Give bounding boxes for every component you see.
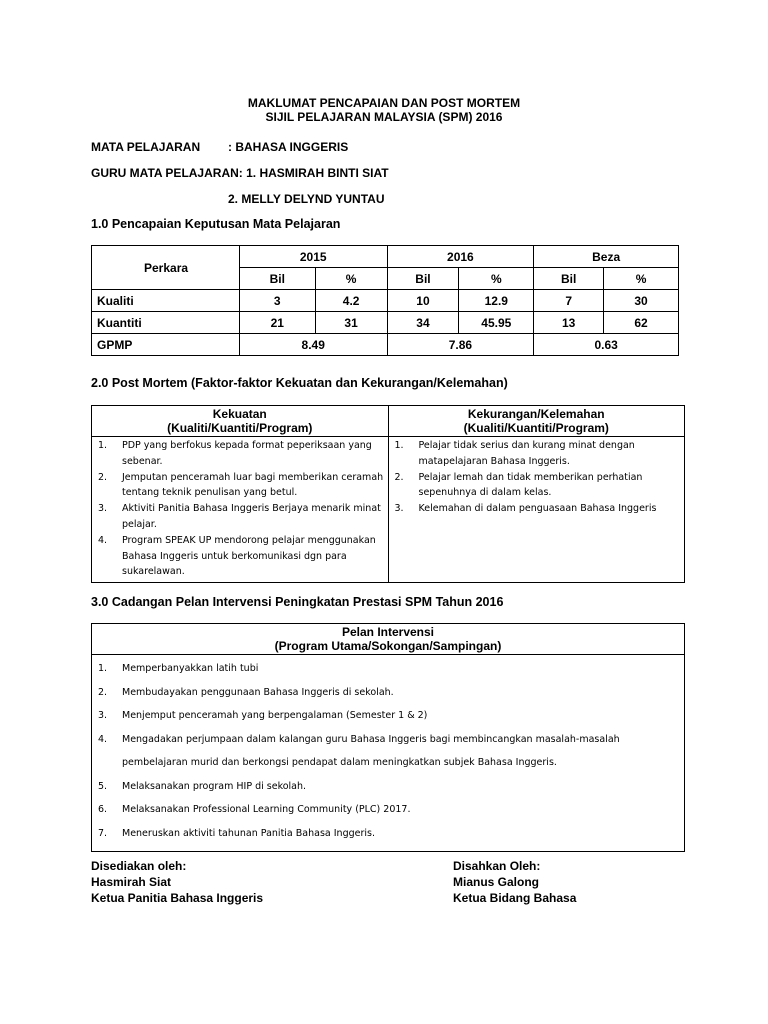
list-number: 2. [98, 471, 108, 483]
prepared-by-role: Ketua Panitia Bahasa Inggeris [91, 891, 264, 905]
list-number: 1. [98, 440, 108, 451]
intervention-cell [92, 655, 685, 852]
header-pct: % [459, 268, 534, 290]
list-item [96, 822, 680, 846]
header-pct: % [315, 268, 387, 290]
gpmp-beza: 0.63 [534, 334, 679, 356]
list-text: Aktiviti Panitia Bahasa Inggeris Berjaya menarik minat pelajar. [122, 503, 381, 530]
approved-by-role: Ketua Bidang Bahasa [453, 891, 577, 905]
list-item [96, 470, 384, 502]
results-table [91, 245, 679, 356]
post-mortem-body-row [92, 437, 685, 583]
intervention-header-row [92, 624, 685, 655]
list-text: Jemputan penceramah luar bagi memberikan ceramah tentang teknik penulisan yang betul. [122, 471, 384, 499]
list-number: 4. [98, 534, 108, 546]
list-text: Pelajar lemah dan tidak memberikan perhatian sepenuhnya di dalam kelas. [418, 471, 643, 499]
header-perkara: Perkara [92, 246, 240, 290]
cell: 21 [239, 312, 315, 334]
row-label: GPMP [92, 334, 240, 356]
intervention-table [91, 623, 685, 852]
list-item [96, 798, 680, 822]
cell: 13 [534, 312, 604, 334]
list-number: 3. [98, 710, 108, 721]
list-item [96, 501, 384, 533]
prepared-by-label: Disediakan oleh: [91, 859, 187, 873]
document-title-line2: SIJIL PELAJARAN MALAYSIA (SPM) 2016 [265, 110, 503, 124]
list-number: 5. [98, 780, 108, 792]
intervention-title: Pelan Intervensi [341, 625, 435, 639]
intervention-body-row [92, 655, 685, 852]
prepared-by-block [91, 858, 263, 906]
list-text: Melaksanakan Professional Learning Community (PLC) 2017. [122, 804, 411, 815]
intervention-subtitle: (Program Utama/Sokongan/Sampingan) [274, 639, 502, 653]
list-item [96, 438, 384, 470]
strengths-list [96, 438, 384, 580]
list-item [96, 657, 680, 681]
cell: 30 [604, 290, 679, 312]
subject-value: : BAHASA INGGERIS [228, 140, 349, 154]
list-text: Menjemput penceramah yang berpengalaman (Semester 1 & 2) [122, 710, 428, 721]
list-item [393, 470, 681, 502]
weaknesses-subtitle: (Kualiti/Kuantiti/Program) [463, 421, 609, 435]
list-text: Pelajar tidak serius dan kurang minat dengan matapelajaran Bahasa Inggeris. [418, 440, 635, 467]
weaknesses-list [393, 438, 681, 517]
strengths-header [92, 406, 389, 437]
list-number: 1. [98, 663, 108, 674]
list-number: 2. [98, 686, 108, 698]
list-item [96, 681, 680, 705]
subject-label: MATA PELAJARAN [91, 140, 201, 154]
subject-line [91, 140, 348, 154]
strengths-subtitle: (Kualiti/Kuantiti/Program) [167, 421, 313, 435]
header-beza: Beza [534, 246, 679, 268]
weaknesses-cell [388, 437, 685, 583]
list-number: 1. [394, 440, 404, 451]
section-2-heading: 2.0 Post Mortem (Faktor-faktor Kekuatan dan Kekurangan/Kelemahan) [91, 376, 508, 390]
approved-by-block [453, 858, 576, 906]
cell: 7 [534, 290, 604, 312]
table-row [92, 290, 679, 312]
teacher-line [91, 166, 389, 180]
header-2015: 2015 [239, 246, 387, 268]
intervention-list [96, 657, 680, 845]
list-item [96, 533, 384, 580]
list-item [96, 728, 680, 775]
list-text: Memperbanyakkan latih tubi [122, 663, 259, 674]
cell: 45.95 [459, 312, 534, 334]
weaknesses-header [388, 406, 685, 437]
strengths-cell [92, 437, 389, 583]
list-item [96, 704, 680, 728]
list-text: Mengadakan perjumpaan dalam kalangan guru Bahasa Inggeris bagi membincangkan masalah-masalah pembelajaran murid dan berkongsi pendapat dalam meningkatkan subjek Bahasa Inggeris. [122, 733, 620, 768]
cell: 31 [315, 312, 387, 334]
list-number: 7. [98, 827, 108, 839]
list-item [393, 438, 681, 470]
header-2016: 2016 [387, 246, 534, 268]
cell: 3 [239, 290, 315, 312]
list-text: Program SPEAK UP mendorong pelajar menggunakan Bahasa Inggeris untuk berkomunikasi dgn para sukarelawan. [122, 534, 376, 578]
header-bil: Bil [239, 268, 315, 290]
approved-by-label: Disahkan Oleh: [453, 859, 541, 873]
cell: 4.2 [315, 290, 387, 312]
list-text: Melaksanakan program HIP di sekolah. [122, 780, 307, 792]
list-item [96, 775, 680, 799]
list-number: 3. [98, 503, 108, 515]
approved-by-name: Mianus Galong [453, 875, 540, 889]
list-text: Membudayakan penggunaan Bahasa Inggeris di sekolah. [122, 686, 394, 698]
header-bil: Bil [387, 268, 459, 290]
list-text: Kelemahan di dalam penguasaan Bahasa Inggeris [418, 503, 657, 515]
list-number: 3. [394, 503, 404, 515]
list-item [393, 501, 681, 517]
post-mortem-table [91, 405, 685, 583]
cell: 12.9 [459, 290, 534, 312]
post-mortem-header-row [92, 406, 685, 437]
gpmp-2015: 8.49 [239, 334, 387, 356]
header-bil: Bil [534, 268, 604, 290]
document-title-line1: MAKLUMAT PENCAPAIAN DAN POST MORTEM [247, 96, 521, 110]
section-1-heading: 1.0 Pencapaian Keputusan Mata Pelajaran [91, 217, 341, 231]
section-3-heading: 3.0 Cadangan Pelan Intervensi Peningkatan Prestasi SPM Tahun 2016 [91, 595, 504, 609]
strengths-title: Kekuatan [212, 407, 267, 421]
list-number: 6. [98, 804, 108, 815]
prepared-by-name: Hasmirah Siat [91, 875, 172, 889]
row-label: Kualiti [92, 290, 240, 312]
list-number: 4. [98, 733, 108, 745]
table-row [92, 312, 679, 334]
weaknesses-title: Kekurangan/Kelemahan [467, 407, 605, 421]
row-label: Kuantiti [92, 312, 240, 334]
cell: 34 [387, 312, 459, 334]
header-pct: % [604, 268, 679, 290]
list-text: PDP yang berfokus kepada format peperiksaan yang sebenar. [122, 440, 372, 467]
list-text: Meneruskan aktiviti tahunan Panitia Bahasa Inggeris. [122, 827, 375, 839]
intervention-header [92, 624, 685, 655]
teacher-name-1: 1. HASMIRAH BINTI SIAT [246, 166, 389, 180]
gpmp-2016: 7.86 [387, 334, 534, 356]
cell: 10 [387, 290, 459, 312]
results-header-row [92, 246, 679, 268]
teacher-label: GURU MATA PELAJARAN: [91, 166, 243, 180]
list-number: 2. [394, 471, 404, 483]
cell: 62 [604, 312, 679, 334]
table-row-gpmp [92, 334, 679, 356]
teacher-name-2: 2. MELLY DELYND YUNTAU [228, 192, 385, 206]
